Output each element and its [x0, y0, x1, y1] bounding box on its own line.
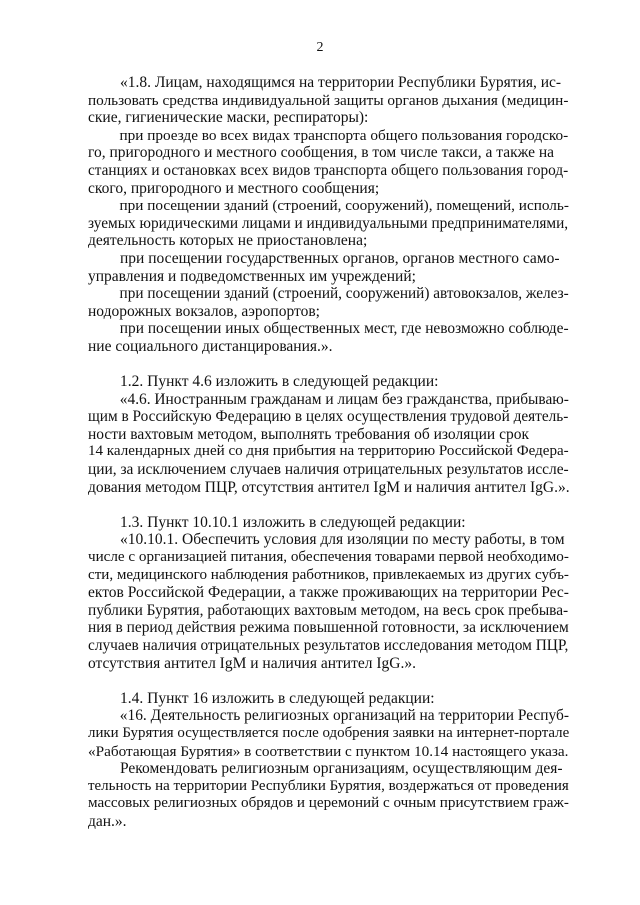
text-line: при посещении иных общественных мест, где невозможно соблюде-: [119, 320, 569, 338]
text-line: при проезде во всех видах транспорта общего пользования городско-: [119, 126, 569, 144]
document-body: [88, 74, 570, 831]
text-line: дан.».: [88, 812, 127, 830]
text-line: «4.6. Иностранным гражданам и лицам без гражданства, прибываю-: [119, 390, 569, 408]
text-line: Рекомендовать религиозным организациям, осуществляющим дея-: [120, 760, 563, 778]
text-line: деятельность которых не приостановлена;: [88, 232, 368, 250]
text-line: «10.10.1. Обеспечить условия для изоляции по месту работы, в том: [120, 531, 565, 549]
text-line: 14 календарных дней со дня прибытия на территорию Российской Федера-: [88, 443, 569, 460]
page-number: 2: [316, 40, 324, 55]
section-heading: 1.3. Пункт 10.10.1 изложить в следующей редакции:: [120, 513, 466, 531]
text-line: щим в Российскую Федерацию в целях осуществления трудовой деятель-: [88, 408, 569, 426]
text-line: го, пригородного и местного сообщения, в том числе такси, а также на: [88, 144, 555, 162]
text-line: управления и подведомственных им учреждений;: [88, 267, 416, 285]
text-line: публики Бурятия, работающих вахтовым методом, на весь срок пребыва-: [88, 601, 569, 619]
text-line: «16. Деятельность религиозных организаций на территории Респуб-: [119, 707, 569, 725]
text-line: пользовать средства индивидуальной защиты органов дыхания (медицин-: [88, 91, 569, 109]
text-line: ектов Российской Федерации, а также проживающих на территории Рес-: [88, 584, 569, 602]
text-line: числе с организацией питания, обеспечения товарами первой необходимо-: [88, 549, 569, 566]
text-line: ские, гигиенические маски, респираторы):: [88, 109, 369, 127]
text-line: дования методом ПЦР, отсутствия антител IgM и наличия антител IgG.».: [88, 478, 570, 496]
section-heading: 1.4. Пункт 16 изложить в следующей редакции:: [120, 689, 435, 707]
text-line: ции, за исключением случаев наличия отрицательных результатов иссле-: [88, 461, 569, 479]
text-line: нодорожных вокзалов, аэропортов;: [88, 302, 320, 320]
text-line: ние социального дистанцирования.».: [88, 337, 333, 355]
text-line: при посещении государственных органов, органов местного само-: [120, 249, 560, 267]
text-line: при посещении зданий (строений, сооружений), помещений, исполь-: [119, 197, 569, 215]
text-line: при посещении зданий (строений, сооружений) автовокзалов, желез-: [119, 285, 569, 303]
text-line: ности вахтовым методом, выполнять требования об изоляции срок: [88, 425, 529, 443]
text-line: ского, пригородного и местного сообщения;: [88, 179, 380, 197]
text-line: сти, медицинского наблюдения работников, привлекаемых из других субъ-: [88, 566, 569, 583]
text-line: станциях и остановках всех видов транспорта общего пользования город-: [88, 161, 569, 179]
text-line: тельность на территории Республики Бурятия, воздержаться от проведения: [88, 777, 569, 794]
section-heading: 1.2. Пункт 4.6 изложить в следующей редакции:: [120, 373, 439, 391]
text-line: массовых религиозных обрядов и церемоний с очным присутствием граж-: [88, 795, 569, 812]
text-line: «Работающая Бурятия» в соответствии с пунктом 10.14 настоящего указа.: [88, 742, 569, 760]
text-line: случаев наличия отрицательных результатов исследования методом ПЦР,: [88, 637, 569, 654]
text-line: ния в период действия режима повышенной готовности, за исключением: [88, 619, 569, 637]
text-line: «1.8. Лицам, находящимся на территории Республики Бурятия, ис-: [120, 74, 562, 91]
text-line: зуемых юридическими лицами и индивидуальными предпринимателями,: [88, 214, 569, 232]
text-line: лики Бурятия осуществляется после одобрения заявки на интернет-портале: [88, 724, 570, 741]
text-line: отсутствия антител IgM и наличия антител IgG.».: [88, 654, 416, 672]
